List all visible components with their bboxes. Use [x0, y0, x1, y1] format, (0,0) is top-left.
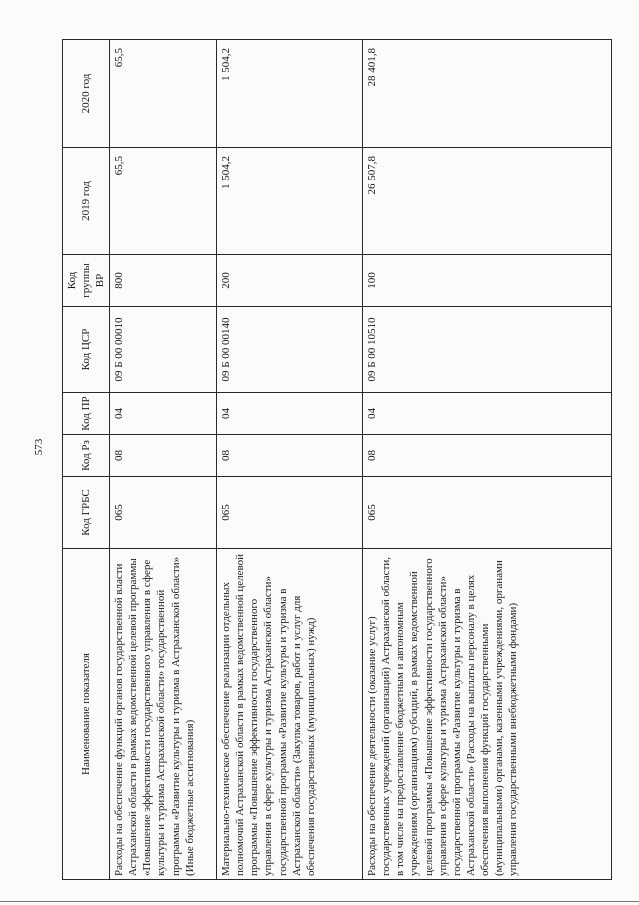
row-rz: 08: [110, 435, 217, 477]
header-2019: 2019 год: [63, 148, 110, 255]
row-2019: 1 504,2: [217, 148, 363, 255]
page-number: 573: [33, 438, 45, 456]
header-name: Наименование показателя: [63, 549, 110, 880]
row-name: Расходы на обеспечение деятельности (оказание услуг) государственных учреждений (организаций) Астраханской области, в том числе на предоставление бюджетным и автономным учреждениям (организациям) субсидий, в рамках ведомственной целевой программы «Повышение эффективности государственного управления в сфере культуры и туризма Астраханской области» государственной программы «Развитие культуры и туризма в Астраханской области» (Расходы на выплаты персоналу в целях обеспечения выполнения функций государственными (муниципальными) органами, казенными учреждениями, органами управления государственными внебюджетными фондами): [363, 549, 612, 880]
row-pr: 04: [110, 393, 217, 435]
row-rz: 08: [217, 435, 363, 477]
row-2020: 28 401,8: [363, 40, 612, 148]
table-row: [363, 40, 612, 880]
row-csr: 09 Б 00 00140: [217, 307, 363, 393]
rotated-table-sheet: [62, 40, 612, 880]
scan-edge-line: [0, 901, 639, 902]
table-row: [110, 40, 217, 880]
row-pr: 04: [217, 393, 363, 435]
row-csr: 09 Б 00 00010: [110, 307, 217, 393]
row-2020: 65,5: [110, 40, 217, 148]
header-grbs: Код ГРБС: [63, 477, 110, 549]
row-rz: 08: [363, 435, 612, 477]
row-grbs: 065: [363, 477, 612, 549]
header-csr: Код ЦСР: [63, 307, 110, 393]
table-row: [217, 40, 363, 880]
row-grbs: 065: [110, 477, 217, 549]
row-grbs: 065: [217, 477, 363, 549]
row-vr: 100: [363, 255, 612, 307]
row-csr: 09 Б 00 10510: [363, 307, 612, 393]
row-pr: 04: [363, 393, 612, 435]
header-rz: Код Рз: [63, 435, 110, 477]
row-2020: 1 504,2: [217, 40, 363, 148]
header-pr: Код ПР: [63, 393, 110, 435]
budget-table: [62, 39, 612, 880]
row-vr: 200: [217, 255, 363, 307]
row-vr: 800: [110, 255, 217, 307]
header-2020: 2020 год: [63, 40, 110, 148]
row-2019: 65,5: [110, 148, 217, 255]
row-2019: 26 507,8: [363, 148, 612, 255]
header-row: [63, 40, 110, 880]
header-vr: Код группы ВР: [63, 255, 110, 307]
row-name: Расходы на обеспечение функций органов государственной власти Астраханской области в рамках ведомственной целевой программы «Повышение эффективности государственного управления в сфере культуры и туризма Астраханской области» государственной программы «Развитие культуры и туризма в Астраханской области» (Иные бюджетные ассигнования): [110, 549, 217, 880]
row-name: Материально-техническое обеспечение реализации отдельных полномочий Астраханской области в рамках ведомственной целевой программы «Повышение эффективности государственного управления в сфере культуры и туризма Астраханской области» государственной программы «Развитие культуры и туризма в Астраханской области» (Закупка товаров, работ и услуг для обеспечения государственных (муниципальных) нужд): [217, 549, 363, 880]
